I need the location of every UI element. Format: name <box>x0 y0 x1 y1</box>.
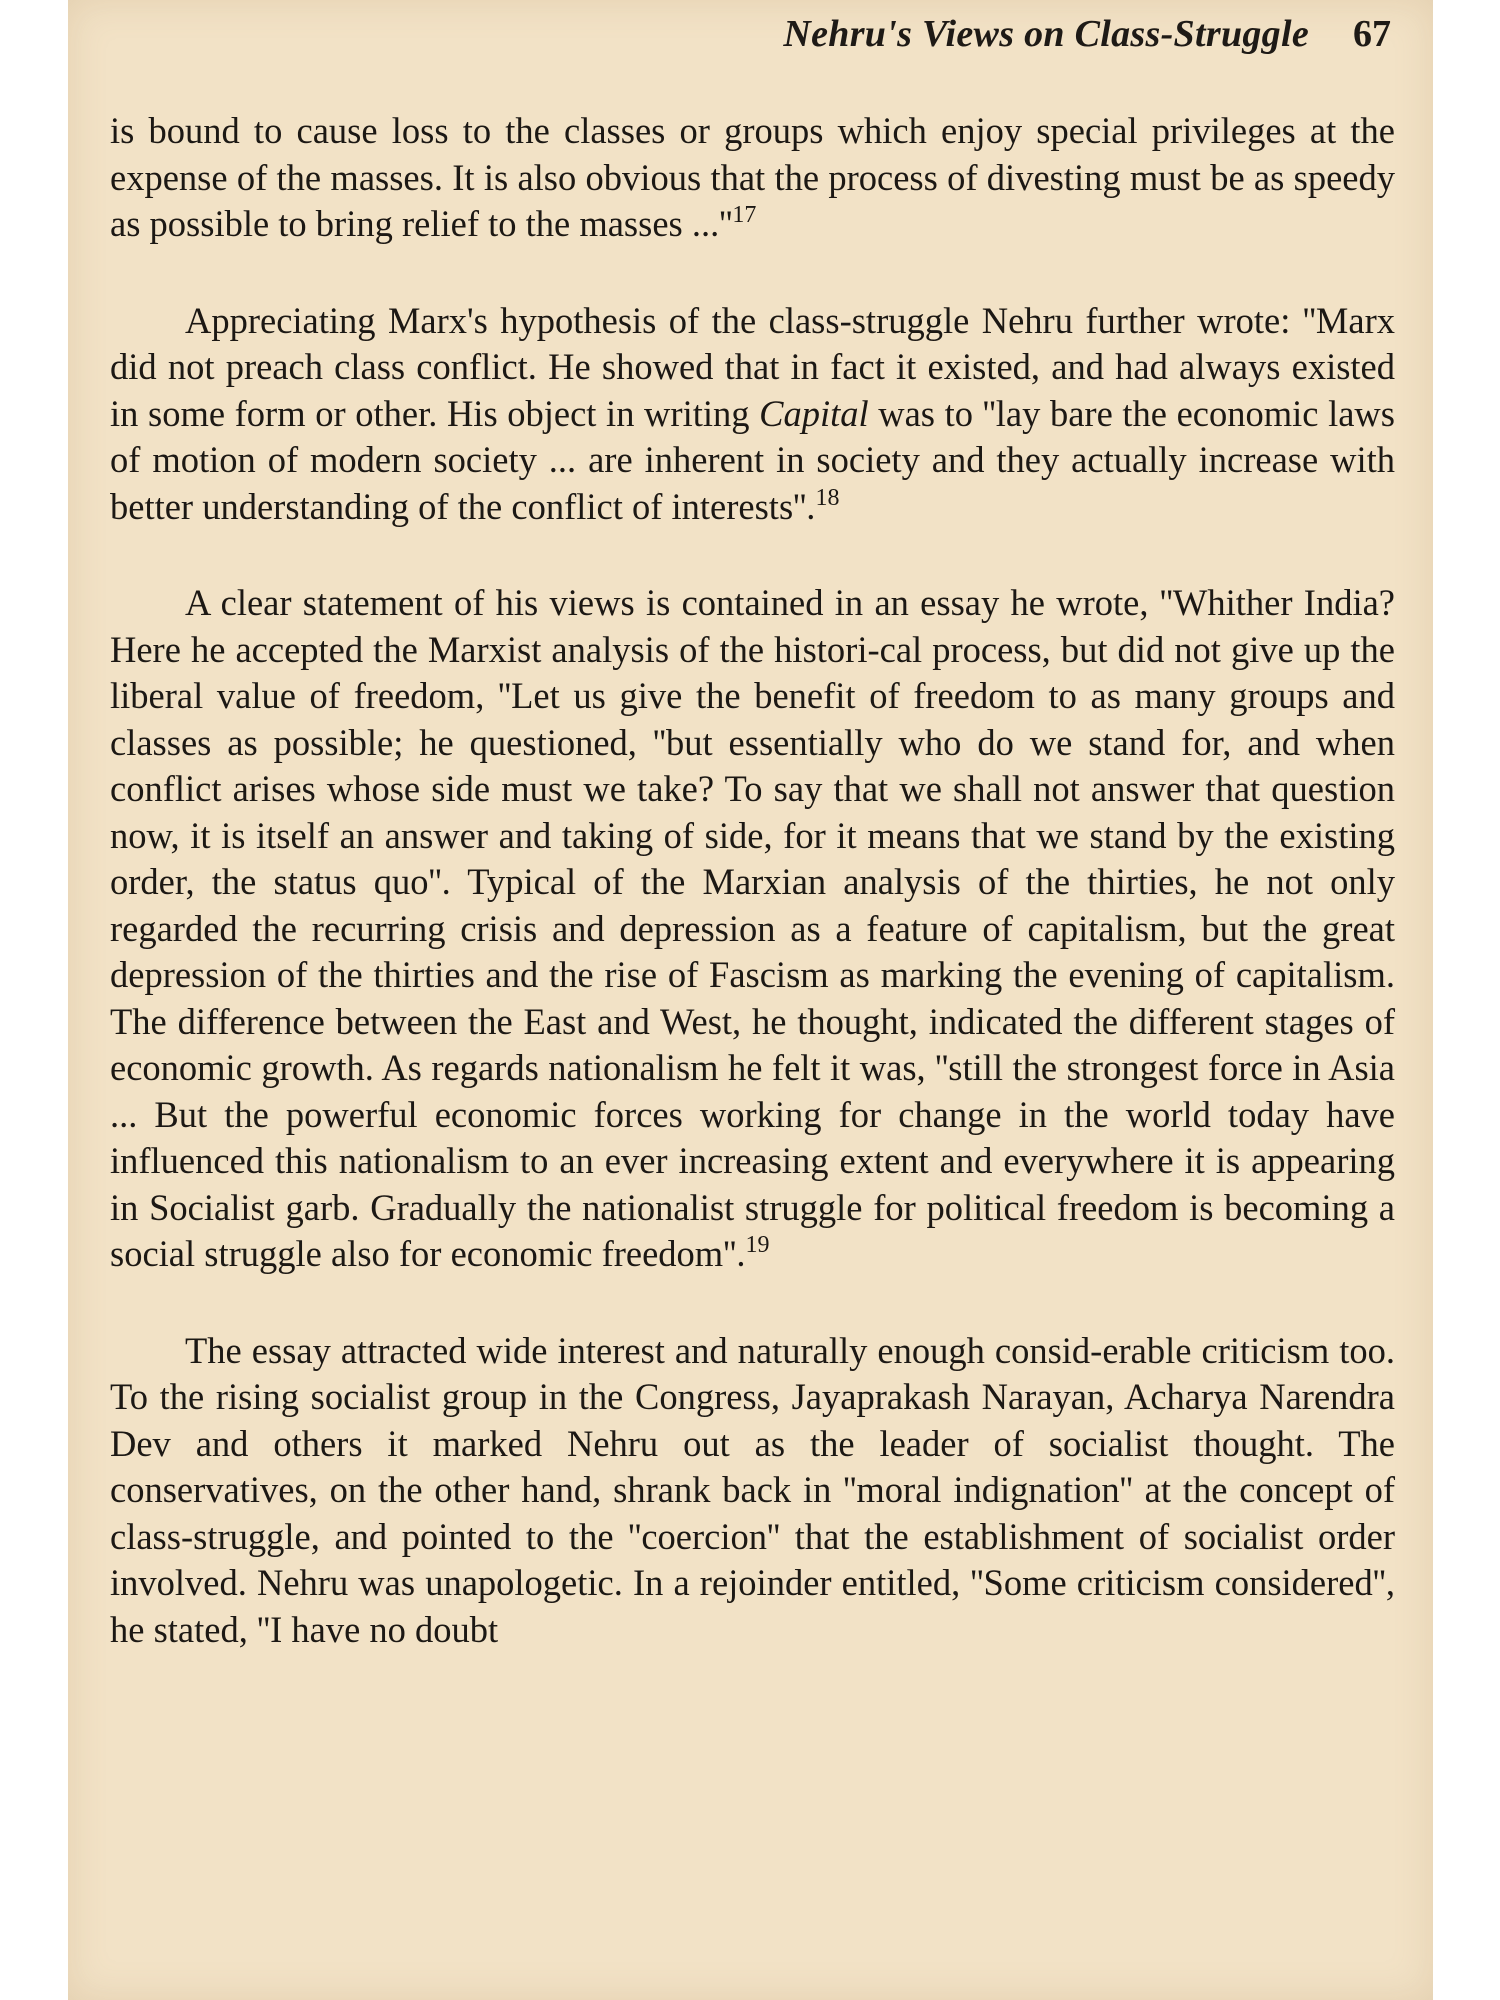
page-number: 67 <box>1353 13 1391 55</box>
footnote-ref: 19 <box>745 1232 770 1258</box>
footnote-ref: 17 <box>732 202 757 228</box>
body-text <box>110 108 1395 1703</box>
footnote-ref: 18 <box>815 484 840 511</box>
book-title-capital: Capital <box>759 392 869 434</box>
paragraph-whither-india: A clear statement of his views is contained in an essay he wrote, ''Whither India?Here he accepted the Marxist analysis of the histori-cal process, but did not give up the liberal value of freedom, ''Let us give the benefit of freedom to as many groups and classes as possible; he questioned, ''but essentially who do we stand for, and when conflict arises whose side must we take? To say that we shall not answer that question now, it is itself an answer and taking of side, for it means that we stand by the existing order, the status quo''. Typical of the Marxian analysis of the thirties, he not only regarded the recurring crisis and depression as a feature of capitalism, but the great depression of the thirties and the rise of Fascism as marking the evening of capitalism. The difference between the East and West, he thought, indicated the different stages of economic growth. As regards nationalism he felt it was, ''still the strongest force in Asia ... But the powerful economic forces working for change in the world today have influenced this nationalism to an ever increasing extent and everywhere it is appearing in Socialist garb. Gradually the nationalist struggle for political freedom is becoming a social struggle also for economic freedom''.$^{19}$ <box>110 582 1395 1274</box>
running-head <box>783 12 1391 56</box>
book-page <box>68 0 1433 2000</box>
paragraph-marx-hypothesis: Appreciating Marx's hypothesis of the class-struggle Nehru further wrote: ''Marx did not preach class conflict. He showed that in fact it existed, and had always existed in some form or other. His object in writing Capital was to ''lay bare the economic laws of motion of modern society ... are inherent in society and they actually increase with better understanding of the conflict of interests''.$^{18}$ <box>110 299 1395 527</box>
paragraph-essay-reception: The essay attracted wide interest and naturally enough consid-erable criticism too. To the rising socialist group in the Congress, Jayaprakash Narayan, Acharya Narendra Dev and others it marked Nehru out as the leader of socialist thought. The conservatives, on the other hand, shrank back in ''moral indignation'' at the concept of class-struggle, and pointed to the ''coercion'' that the establishment of socialist order involved. Nehru was unapologetic. In a rejoinder entitled, ''Some criticism considered'', he stated, ''I have no doubt <box>110 1329 1395 1650</box>
chapter-title: Nehru's Views on Class-Struggle <box>783 13 1309 55</box>
paragraph-continuation: is bound to cause loss to the classes or groups which enjoy special privileges at the expense of the masses. It is also obvious that the process of divesting must be as speedy as possible to bring relief to the masses $...''^{17}$ <box>110 110 1395 244</box>
